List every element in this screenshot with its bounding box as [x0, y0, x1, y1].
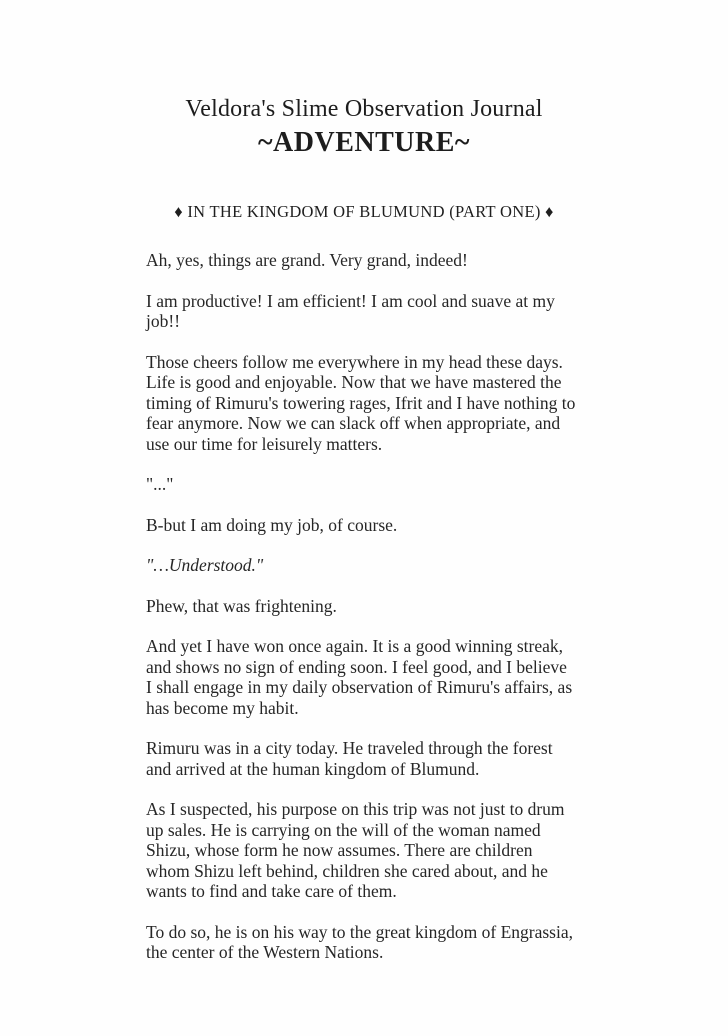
text-line: wants to find and take care of them. — [146, 881, 397, 901]
text-line: timing of Rimuru's towering rages, Ifrit and I have nothing to — [146, 392, 576, 413]
body-text — [146, 250, 606, 963]
text-line: whom Shizu left behind, children she cared about, and he — [146, 860, 548, 881]
text-line: As I suspected, his purpose on this trip was not just to drum — [146, 799, 565, 819]
paragraph — [146, 799, 606, 902]
paragraph — [146, 352, 606, 455]
text-line: I shall engage in my daily observation of Rimuru's affairs, as — [146, 677, 573, 697]
journal-subtitle: ~ADVENTURE~ — [258, 127, 470, 158]
text-line: Phew, that was frightening. — [146, 595, 337, 616]
text-line: To do so, he is on his way to the great kingdom of Engrassia, — [146, 921, 573, 942]
text-line: Ah, yes, things are grand. Very grand, indeed! — [146, 250, 468, 270]
text-line: fear anymore. Now we can slack off when appropriate, and — [146, 413, 561, 433]
text-line: And yet I have won once again. It is a good winning streak, — [146, 636, 563, 656]
title-block — [0, 0, 728, 160]
text-line: and shows no sign of ending soon. I feel good, and I believe — [146, 656, 567, 677]
paragraph-italic-quote — [146, 555, 606, 576]
text-line: I am productive! I am efficient! I am cool and suave at my — [146, 290, 555, 311]
text-line: use our time for leisurely matters. — [146, 433, 383, 454]
text-line: "..." — [146, 474, 174, 494]
text-line: has become my habit. — [146, 697, 299, 718]
text-line: and arrived at the human kingdom of Blumund. — [146, 758, 480, 779]
paragraph — [146, 596, 606, 617]
paragraph — [146, 474, 606, 495]
text-line: Those cheers follow me everywhere in my head these days. — [146, 351, 563, 372]
text-line: Rimuru was in a city today. He traveled through the forest — [146, 738, 553, 758]
paragraph — [146, 636, 606, 718]
text-line: up sales. He is carrying on the will of the woman named — [146, 819, 541, 840]
text-line: the center of the Western Nations. — [146, 942, 384, 962]
paragraph — [146, 515, 606, 536]
paragraph — [146, 291, 606, 332]
paragraph — [146, 738, 606, 779]
text-line: Life is good and enjoyable. Now that we have mastered the — [146, 372, 562, 392]
journal-title: Veldora's Slime Observation Journal — [185, 96, 543, 122]
text-line: Shizu, whose form he now assumes. There are children — [146, 840, 533, 860]
text-line: B-but I am doing my job, of course. — [146, 514, 398, 535]
text-line: job!! — [146, 311, 181, 331]
paragraph — [146, 922, 606, 963]
paragraph — [146, 250, 606, 271]
chapter-heading: ♦ IN THE KINGDOM OF BLUMUND (PART ONE) ♦ — [174, 202, 554, 221]
text-line: "…Understood." — [146, 555, 264, 575]
